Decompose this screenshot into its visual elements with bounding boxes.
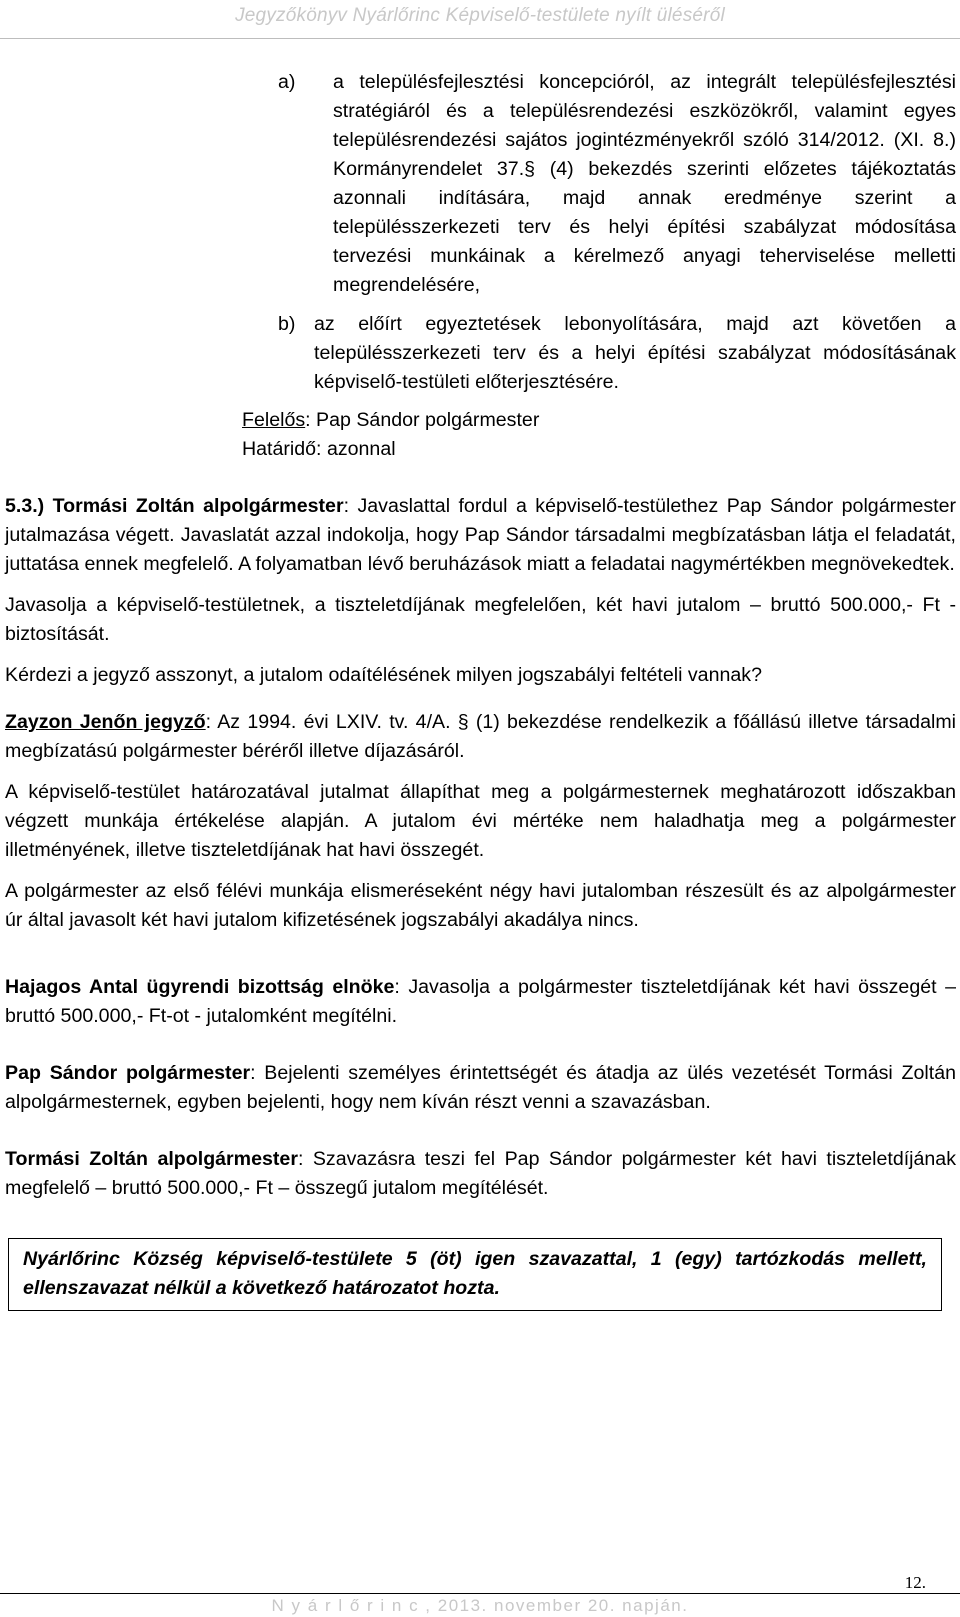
list-text-b: az előírt egyeztetések lebonyolítására, majd azt követően a településszerkezeti terv és a helyi építési szabályzat módosításának képviselő-testületi előterjesztésére.	[314, 313, 956, 393]
responsible-value: : Pap Sándor polgármester	[305, 409, 540, 431]
footer-divider	[0, 1593, 960, 1594]
responsible-block	[242, 406, 956, 464]
paragraph-legal-basis: A képviselő-testület határozatával jutalmat állapíthat meg a polgármesternek meghatározott időszakban végzett munkája értékelése alapján. A jutalom évi mértéke nem haladhatja meg a polgármester illetményének, illetve tiszteletdíjának hat havi összegét.	[5, 781, 956, 861]
speaker-name: Tormási Zoltán alpolgármester	[5, 1148, 298, 1170]
paragraph-tormasi-proposal	[5, 492, 956, 579]
speaker-name: 5.3.) Tormási Zoltán alpolgármester	[5, 495, 344, 517]
resolution-box: Nyárlőrinc Község képviselő-testülete 5 (öt) igen szavazattal, 1 (egy) tartózkodás mellett, ellenszavazat nélkül a következő határozatot hozta.	[8, 1238, 942, 1311]
paragraph-hajagos	[5, 973, 956, 1031]
speaker-name: Pap Sándor polgármester	[5, 1062, 251, 1084]
paragraph-text: : Bejelenti személyes érintettségét és átadja az ülés vezetését Tormási Zoltán alpolgármesternek, egyben bejelenti, hogy nem kíván részt venni a szavazásban.	[5, 1062, 956, 1113]
list-item-b	[278, 310, 956, 397]
document-body	[5, 68, 956, 1311]
paragraph-text: : Az 1994. évi LXIV. tv. 4/A. § (1) bekezdése rendelkezik a főállású illetve társadalmi megbízatású polgármester béréről illetve díjazásáról.	[5, 711, 956, 762]
paragraph-no-obstacle: A polgármester az első félévi munkája elismeréseként négy havi jutalomban részesült és az alpolgármester úr által javasolt két havi jutalom kifizetésének jogszabályi akadálya nincs.	[5, 880, 956, 931]
paragraph-proposal-amount: Javasolja a képviselő-testületnek, a tiszteletdíjának megfelelően, két havi jutalom – bruttó 500.000,- Ft - biztosítását.	[5, 594, 956, 645]
deadline-line: Határidő: azonnal	[242, 438, 396, 460]
list-item-a	[278, 68, 956, 300]
paragraph-notary	[5, 708, 956, 766]
speaker-name: Zayzon Jenőn jegyző	[5, 711, 206, 733]
list-label-b: b)	[278, 313, 296, 335]
paragraph-text: : Javasolja a polgármester tiszteletdíjának két havi összegét – bruttó 500.000,- Ft-ot - jutalomként megítélni.	[5, 976, 956, 1027]
speaker-name: Hajagos Antal ügyrendi bizottság elnöke	[5, 976, 395, 998]
paragraph-text: : Javaslattal fordul a képviselő-testülethez Pap Sándor polgármester jutalmazása végett. Javaslatát azzal indokolja, hogy Pap Sándor társadalmi megbízatásban látja el feladatát, juttatása ennek megfelelő. A folyamatban lévő beruházások miatt a feladatai nagymértékben megnövekedtek.	[5, 495, 957, 575]
paragraph-text: : Szavazásra teszi fel Pap Sándor polgármester két havi tiszteletdíjának megfelelő – bruttó 500.000,- Ft – összegű jutalom megítélését.	[5, 1148, 957, 1199]
responsible-line	[242, 406, 956, 435]
running-header: Jegyzőkönyv Nyárlőrinc Képviselő-testülete nyílt üléséről	[0, 0, 960, 39]
list-label-a: a)	[278, 71, 296, 93]
paragraph-tormasi-vote	[5, 1145, 956, 1203]
page-number: 12.	[904, 1573, 926, 1592]
responsible-label: Felelős	[242, 409, 306, 431]
list-text-a: a településfejlesztési koncepcióról, az integrált településfejlesztési stratégiáról és a településrendezési eszközökről, valamint egyes településrendezési sajátos jogintézményekről szóló 314/2012. (XI. 8.) Kormányrendelet 37.§ (4) bekezdés szerinti előzetes tájékoztatás azonnali indítására, majd annak eredménye szerint a településszerkezeti terv és helyi építési szabályzat módosítása tervezési munkáinak a kérelmező anyagi teherviselése melletti megrendelésére,	[333, 71, 956, 296]
paragraph-pap-sandor	[5, 1059, 956, 1117]
paragraph-question: Kérdezi a jegyző asszonyt, a jutalom odaítélésének milyen jogszabályi feltételi vannak?	[5, 664, 762, 686]
running-footer: N y á r l ő r i n c , 2013. november 20. napján.	[271, 1596, 689, 1615]
